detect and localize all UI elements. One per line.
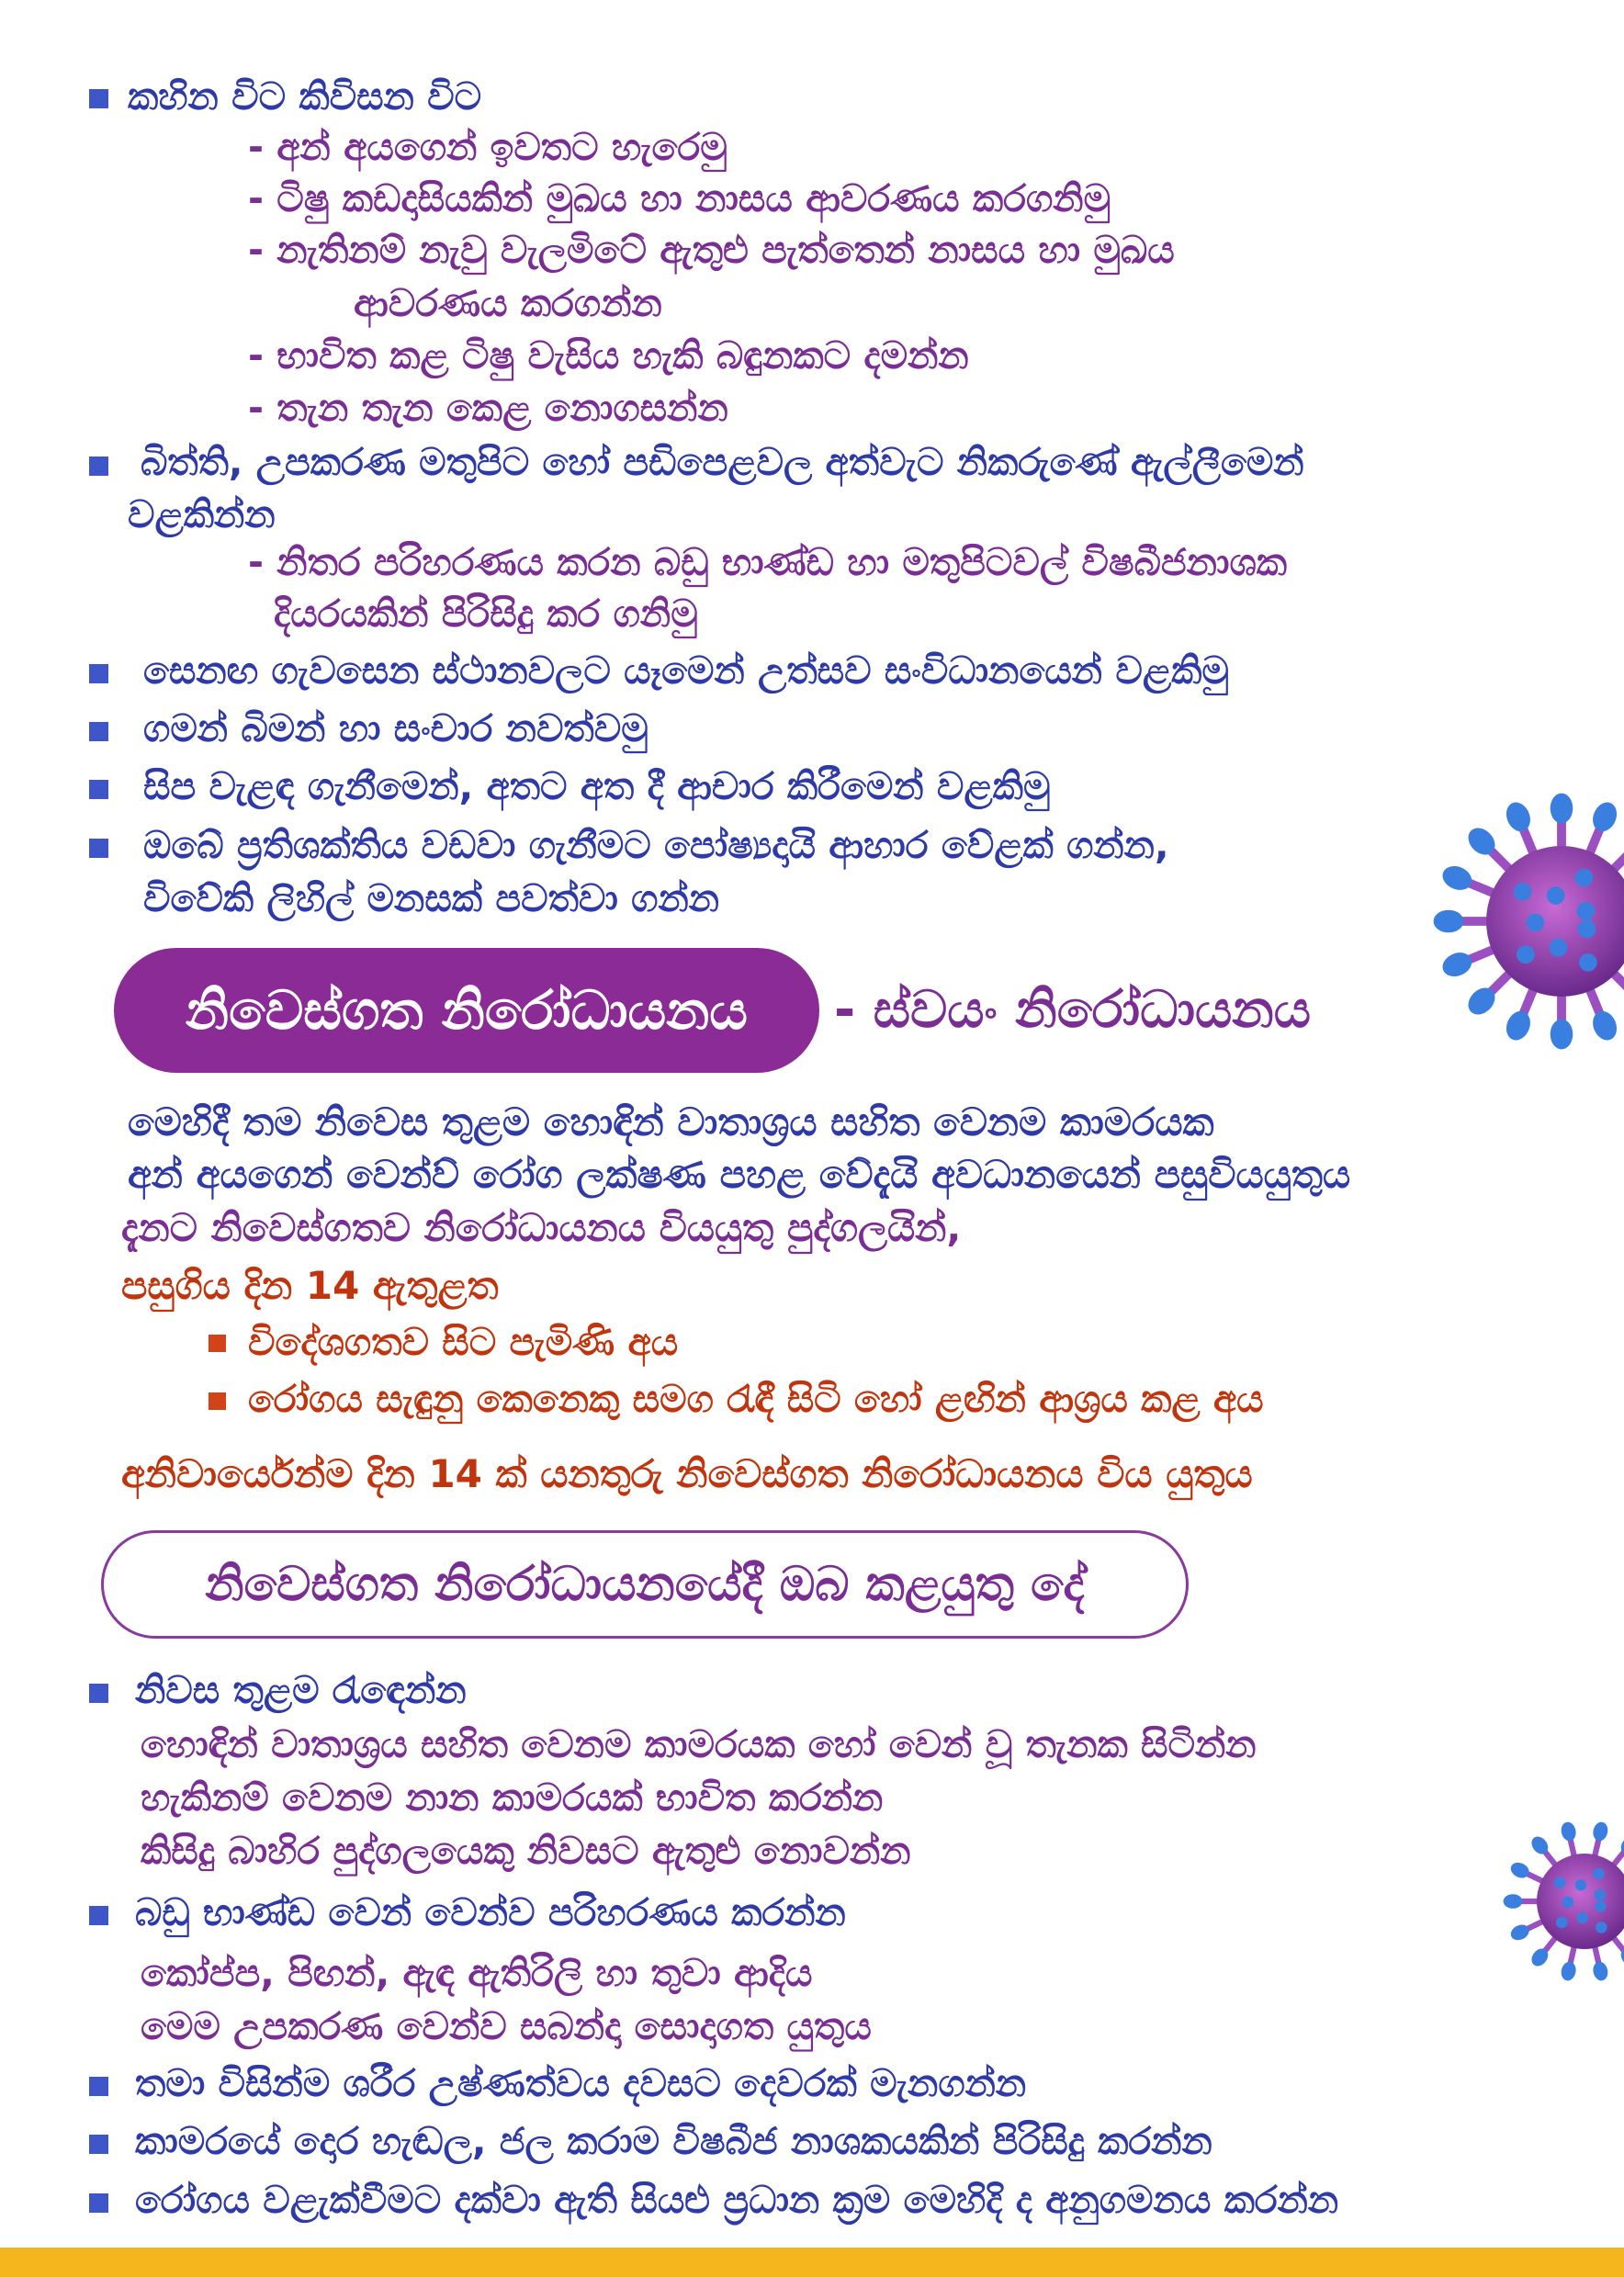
tip-immunity-cont: විවේකි ලිහිල් මනසක් පවත්වා ගන්න — [143, 876, 720, 920]
tip-line: - භාවිත කළ ටිෂු වැසිය හැකි බඳුනකට දමන්න — [248, 333, 969, 378]
todo-item: කාමරයේ දොර හැඬල, ජල කරාම විෂබීජ නාශකයකින් පිරිසිදු කරන්න — [135, 2119, 1212, 2163]
bullet-square — [89, 89, 108, 108]
tip-line: - තැන තැන කෙළ නොගසන්න — [248, 386, 728, 430]
todo-detail: මෙම උපකරණ වෙන්ව සබන්දා සොදාගත යුතුය — [141, 2004, 872, 2048]
tip-crowds: සෙනඟ ගැවසෙන ස්ථානවලට යෑමෙන් උත්සව සංවිධානයෙන් වළකිමු — [143, 648, 1229, 693]
todo-detail: හැකිනම් වෙනම නාන කාමරයක් භාවිත කරන්න — [141, 1775, 884, 1820]
tip-line: - අන් අයගෙන් ඉවතට හැරෙමු — [248, 125, 727, 169]
footer-bar — [0, 2248, 1624, 2277]
bullet-square — [89, 457, 108, 476]
virus-icon — [1493, 1809, 1624, 1993]
todo-item: රෝගය වළැක්වීමට දක්වා ඇති සියළු ප්‍රධාන ක්‍රම මෙහිදි ද අනුගමනය කරන්න — [135, 2178, 1339, 2222]
para-bullet: රෝගය සැඳුනු කෙනෙකු සමග රැඳී සිටි හෝ ළඟින් ආශ්‍රය කළ අය — [248, 1377, 1264, 1421]
tip-line: - නිතර පරිහරණය කරන බඩු භාණ්ඩ හා මතුපිටවල් විෂබීජනාශක — [248, 540, 1288, 584]
para-line: දැනට නිවෙස්ගතව නිරෝධායනය වියයුතු පුද්ගලයින්, — [121, 1205, 962, 1250]
tip-immunity: ඔබේ ප්‍රතිශක්තිය වඩවා ගැනීමට පෝෂ්‍යදායි ආහාර වේළක් ගන්න, — [143, 823, 1169, 867]
tip-line: - නැතිනම් නැවු වැලමිටේ ඇතුළු පැත්තෙන් නාසය හා මුඛය — [248, 228, 1175, 272]
bullet-square — [209, 1335, 226, 1352]
bullet-square — [89, 1906, 108, 1925]
todo-detail: කෝප්ප, පිඟන්, ඇඳ ඇතිරිලි හා තුවා ආදිය — [141, 1951, 813, 1995]
section-cough-heading: කහින විට කිවිසන විට — [128, 74, 482, 118]
self-quarantine-subtitle: - ස්වයං නිරෝධායනය — [834, 980, 1312, 1040]
tip-greetings: සිප වැළඳ ගැනීමෙන්, අතට අත දී ආචාර කිරීමෙන් වළකිමු — [143, 764, 1051, 808]
para-line: පසුගිය දින 14 ඇතුළත — [121, 1263, 499, 1308]
todo-detail: කිසිදු බාහිර පුද්ගලයෙකු නිවසට ඇතුළු නොවන්න — [141, 1829, 911, 1873]
bullet-square — [89, 2077, 108, 2096]
todo-item: බඩු භාණ්ඩ වෙන් වෙන්ව පරිහරණය කරන්න — [135, 1890, 846, 1934]
tip-line: - ටිෂු කඩදාසියකින් මුඛය හා නාසය ආවරණය කරගනිමු — [248, 176, 1111, 220]
bullet-square — [89, 2135, 108, 2154]
para-bullet: විදේශගතව සිට පැමිණි අය — [248, 1320, 679, 1364]
bullet-square — [89, 839, 108, 858]
bullet-square — [89, 664, 108, 683]
todo-item: තමා විසින්ම ශරීර උෂ්ණත්වය දවසට දෙවරක් මැනගන්න — [135, 2061, 1027, 2105]
home-quarantine-pill: නිවෙස්ගත නිරෝධායනය — [114, 948, 819, 1073]
bullet-square — [89, 1684, 108, 1703]
todo-detail: හොඳින් වාතාශ්‍රය සහිත වෙනම කාමරයක හෝ වෙන් වූ තැනක සිටින්න — [141, 1722, 1257, 1766]
bullet-square — [89, 2193, 108, 2213]
para-line: අන් අයගෙන් වෙන්ව් රෝග ලක්ෂණ පහළ වේදැයි අවධානයෙන් පසුවියයුතුය — [128, 1152, 1351, 1197]
bullet-square — [89, 722, 108, 741]
tip-line: දියරයකින් පිරිසිදු කර ගනිමු — [274, 592, 698, 636]
todo-heading: නිවෙස්ගත නිරෝධායනයේදී ඔබ කළයුතු දේ — [101, 1530, 1189, 1639]
virus-icon — [1428, 779, 1624, 1064]
tip-travel: ගමන් බිමන් හා සංචාර නවත්වමු — [143, 706, 648, 750]
section-surfaces-heading: බිත්ති, උපකරණ මතුපිට හෝ පඩිපෙළවල අත්වැට නිකරුණේ ඇල්ලීමෙන් — [141, 440, 1304, 484]
para-line-conclusion: අනිවාර්යෙන්ම දින 14 ක් යනතුරු නිවෙස්ගත නිරෝධායනය විය යුතුය — [121, 1451, 1253, 1496]
bullet-square — [209, 1392, 226, 1410]
para-line: මෙහිදී තම නිවෙස තුළම හොඳින් වාතාශ්‍රය සහිත වෙනම කාමරයක — [128, 1099, 1214, 1144]
tip-line: ආවරණය කරගන්න — [354, 281, 662, 325]
section-surfaces-heading-cont: වළකින්න — [128, 492, 276, 536]
bullet-square — [89, 780, 108, 799]
todo-item: නිවස තුළම රැඳෙන්න — [135, 1668, 467, 1712]
